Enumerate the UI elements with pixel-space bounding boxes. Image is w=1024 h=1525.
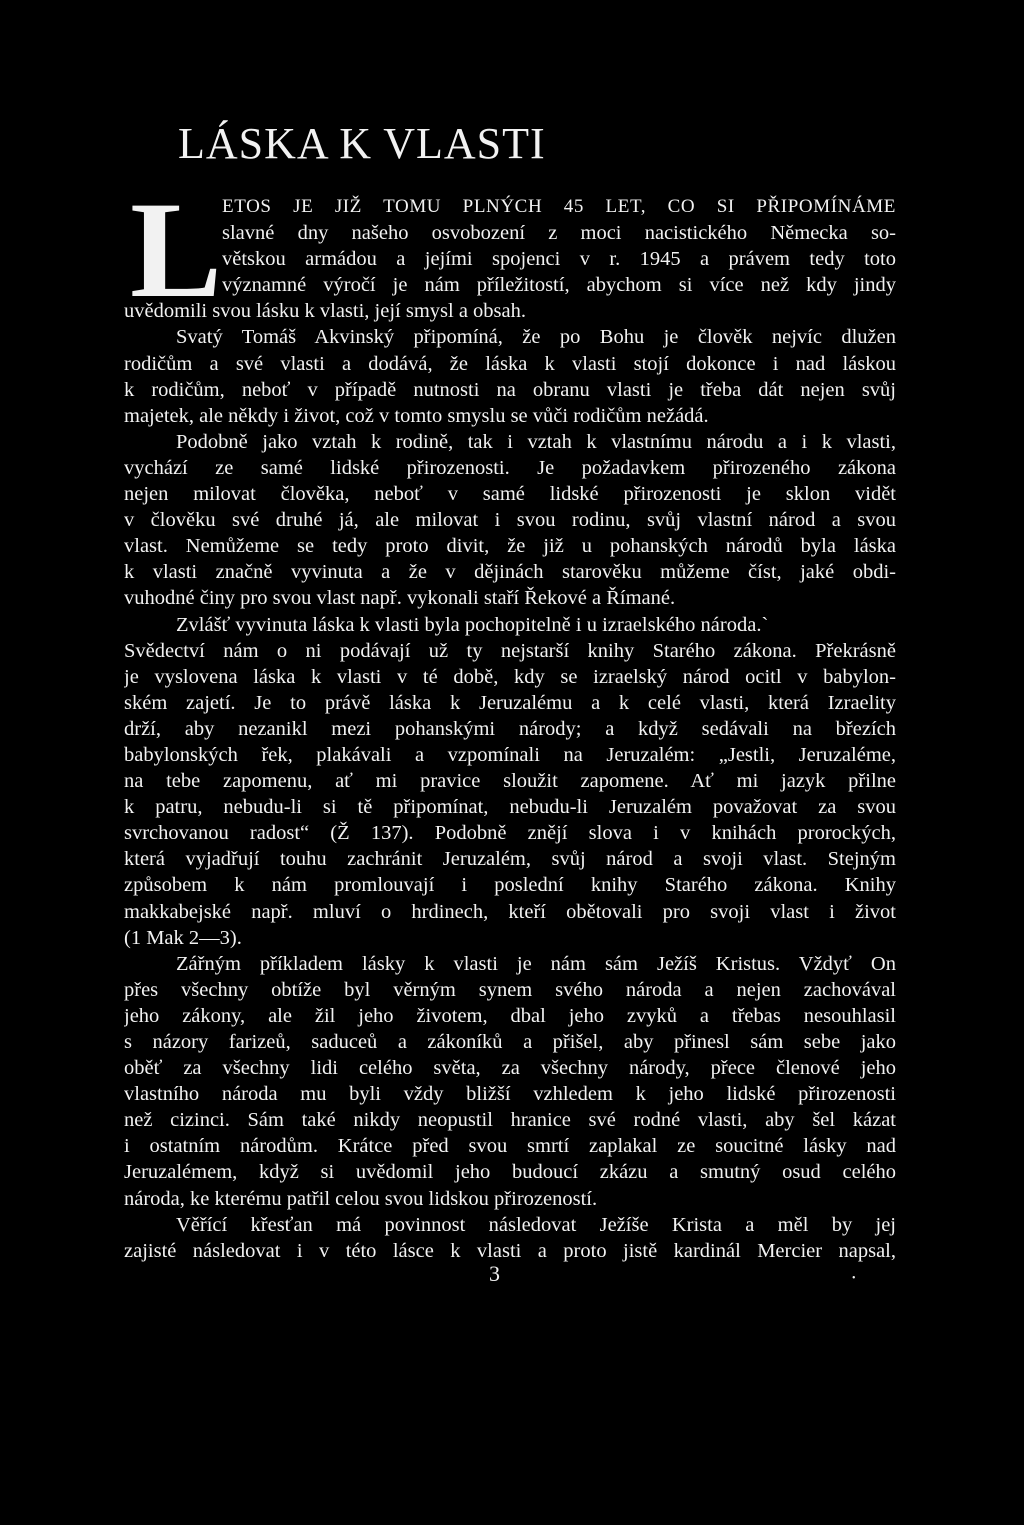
body-line: významné výročí je nám příležitostí, abychom si více než kdy jindy [222,274,896,297]
body-line: uvědomili svou lásku k vlasti, její smysl a obsah. [124,300,527,323]
body-line: (1 Mak 2—3). [124,926,242,949]
body-line: zajisté následovat i v této lásce k vlasti a proto jistě kardinál Mercier napsal, [124,1239,896,1262]
body-line: větskou armádou a jejími spojenci v r. 1945 a právem tedy toto [222,248,896,271]
body-line: Podobně jako vztah k rodině, tak i vztah k vlastnímu národu a i k vlasti, [176,430,896,453]
print-mark: • [852,1273,856,1284]
drop-cap: L [130,173,223,326]
page-number: 3 [489,1261,500,1286]
body-line: s názory farizeů, saduceů a zákoníků a přišel, aby přinesl sám sebe jako [124,1031,896,1053]
body-line: vlastního národa mu byli vždy bližší vzhledem k jeho lidské přirozenosti [124,1083,896,1106]
body-line: vlast. Nemůžeme se tedy proto divit, že již u pohanských národů byla láska [124,535,896,558]
body-line: k vlasti značně vyvinuta a že v dějinách starověku můžeme číst, jaké obdi- [124,561,896,584]
body-line: babylonských řek, plakávali a vzpomínali na Jeruzalém: „Jestli, Jeruzaléme, [124,743,896,766]
body-line: která vyjadřují touhu zachránit Jeruzalém, svůj národ a svoji vlast. Stejným [124,848,896,871]
body-line: slavné dny našeho osvobození z moci nacistického Německa so- [222,222,896,245]
body-line: Jeruzalémem, když si uvědomil jeho budoucí zkázu a smutný osud celého [124,1161,896,1184]
body-line: ETOS JE JIŽ TOMU PLNÝCH 45 LET, CO SI PŘIPOMÍNÁME [222,196,896,217]
body-line: Svědectví nám o ni podávají už ty nejstarší knihy Starého zákona. Překrásně [124,639,896,662]
body-line: Svatý Tomáš Akvinský připomíná, že po Bohu je člověk nejvíc dlužen [176,326,896,349]
body-line: ském zajetí. Je to právě láska k Jeruzalému a k celé vlasti, která Izraelity [124,691,896,714]
body-line: je vyslovena láska k vlasti v té době, kdy se izraelský národ ocitl v babylon- [124,665,896,688]
body-line: než cizinci. Sám také nikdy neopustil hranice své rodné vlasti, aby šel kázat [124,1109,896,1132]
body-line: i ostatním národům. Krátce před svou smrtí zaplakal ze soucitné lásky nad [124,1135,896,1158]
body-text [124,194,896,1264]
body-line: národa, ke kterému patřil celou svou lidskou přirozeností. [124,1187,598,1210]
body-line: svrchovanou radost“ (Ž 137). Podobně znějí slova i v knihách prorockých, [124,822,896,845]
body-line: k rodičům, neboť v případě nutnosti na obranu vlasti je třeba dát nejen svůj [124,378,896,401]
body-line: oběť za všechny lidi celého světa, za všechny národy, přece členové jeho [124,1057,896,1080]
body-line: způsobem k nám promlouvají i poslední knihy Starého zákona. Knihy [124,874,896,897]
body-line: jeho zákony, ale žil jeho životem, dbal jeho zvyků a třebas nesouhlasil [124,1004,896,1027]
body-line: Zářným příkladem lásky k vlasti je nám sám Ježíš Kristus. Vždyť On [176,952,896,975]
body-line: rodičům a své vlasti a dodává, že láska k vlasti stojí dokonce i nad láskou [124,352,896,375]
body-line: majetek, ale někdy i život, což v tomto smyslu se vůči rodičům nežádá. [124,404,709,427]
body-line: vuhodné činy pro svou vlast např. vykonali staří Řekové a Římané. [124,587,676,610]
body-line: na tebe zapomenu, ať mi pravice sloužit zapomene. Ať mi jazyk přilne [124,770,896,793]
body-line: vychází ze samé lidské přirozenosti. Je požadavkem přirozeného zákona [124,456,896,479]
body-line: drží, aby nezanikl mezi pohanskými národy; a když sedávali na březích [124,717,896,740]
body-line: přes všechny obtíže byl věrným synem svého národa a nejen zachovával [124,978,896,1001]
body-line: Zvlášť vyvinuta láska k vlasti byla pochopitelně i u izraelského národa.` [176,613,769,636]
body-line: Věřící křesťan má povinnost následovat Ježíše Krista a měl by jej [176,1213,896,1236]
body-line: nejen milovat člověka, neboť v samé lidské přirozenosti je sklon vidět [124,483,896,506]
body-line: makkabejské např. mluví o hrdinech, kteří obětovali pro svoji vlast i život [124,900,896,923]
body-line: k patru, nebudu-li si tě připomínat, nebudu-li Jeruzalém považovat za svou [124,796,896,819]
body-line: v člověku své druhé já, ale milovat i svou rodinu, svůj vlastní národ a svou [124,509,896,532]
page-title: LÁSKA K VLASTI [178,119,546,168]
